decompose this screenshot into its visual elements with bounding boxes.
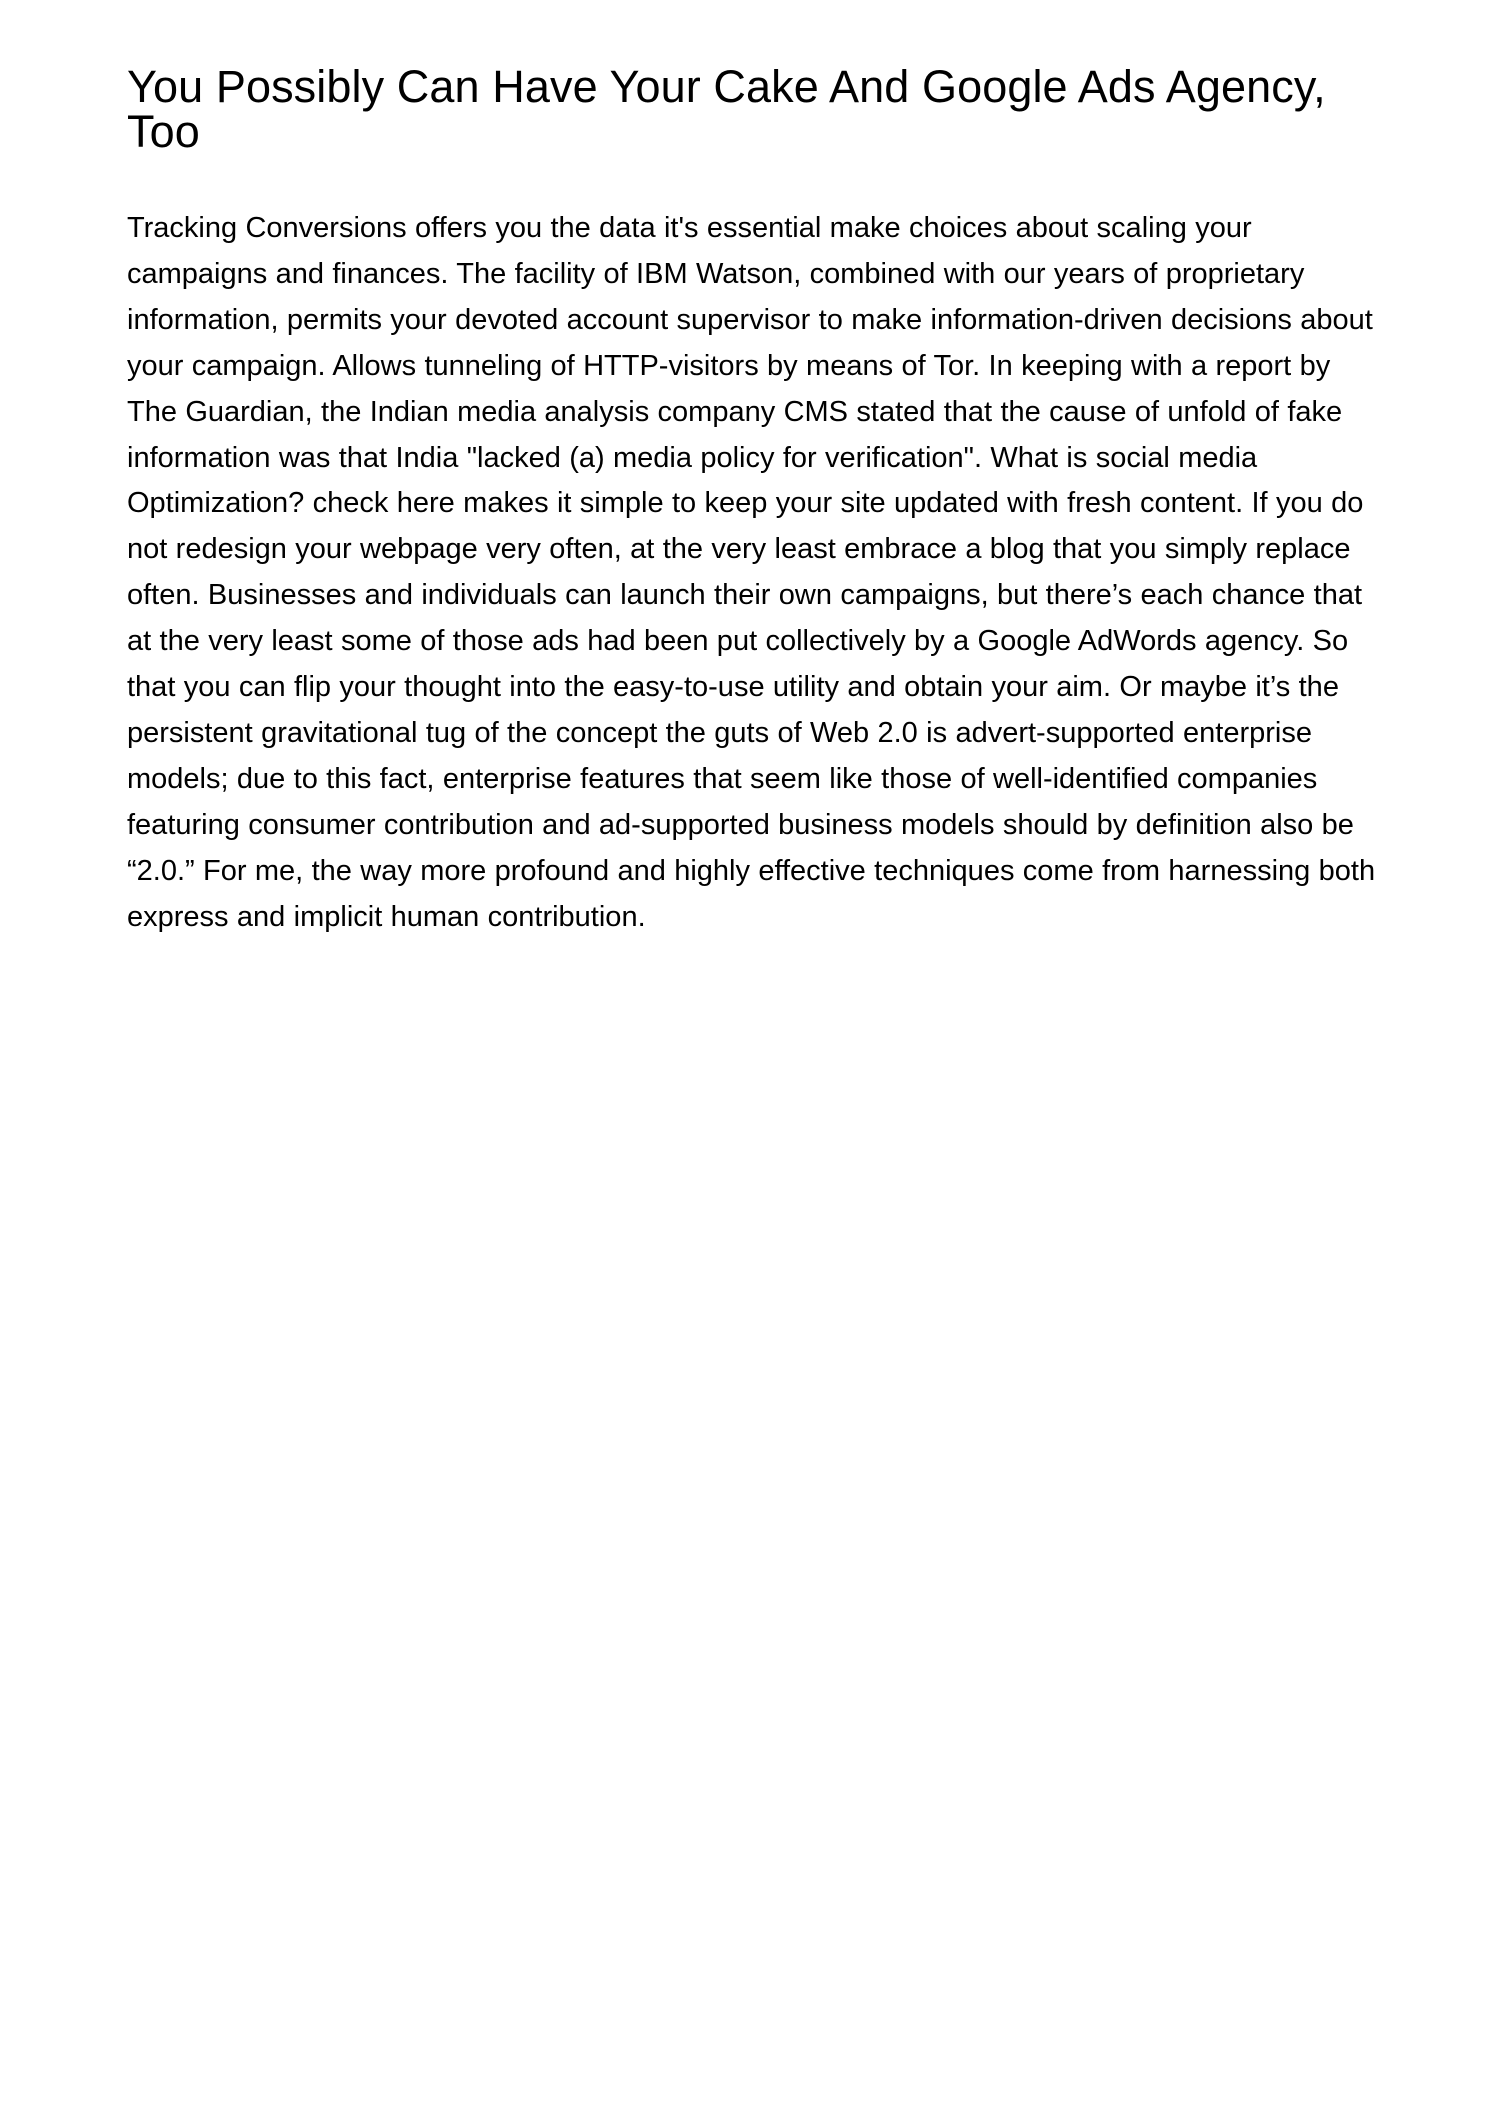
document-page xyxy=(127,61,1377,941)
body-paragraph: Tracking Conversions offers you the data it's essential make choices about scaling your campaigns and finances. The facility of IBM Watson, combined with our years of proprietary information, permits your devoted account supervisor to make information-driven decisions about your campaign. Allows tunneling of HTTP-visitors by means of Tor. In keeping with a report by The Guardian, the Indian media analysis company CMS stated that the cause of unfold of fake information was that India "lacked (a) media policy for verification". What is social media Optimization? check here makes it simple to keep your site updated with fresh content. If you do not redesign your webpage very often, at the very least embrace a blog that you simply replace often. Businesses and individuals can launch their own campaigns, but there’s each chance that at the very least some of those ads had been put collectively by a Google AdWords agency. So that you can flip your thought into the easy-to-use utility and obtain your aim. Or maybe it’s the persistent gravitational tug of the concept the guts of Web 2.0 is advert-supported enterprise models; due to this fact, enterprise features that seem like those of well-identified companies featuring consumer contribution and ad-supported business models should by definition also be “2.0.” For me, the way more profound and highly effective techniques come from harnessing both express and implicit human contribution. xyxy=(127,212,1376,933)
page-title: You Possibly Can Have Your Cake And Google Ads Agency, Too xyxy=(127,61,1326,157)
